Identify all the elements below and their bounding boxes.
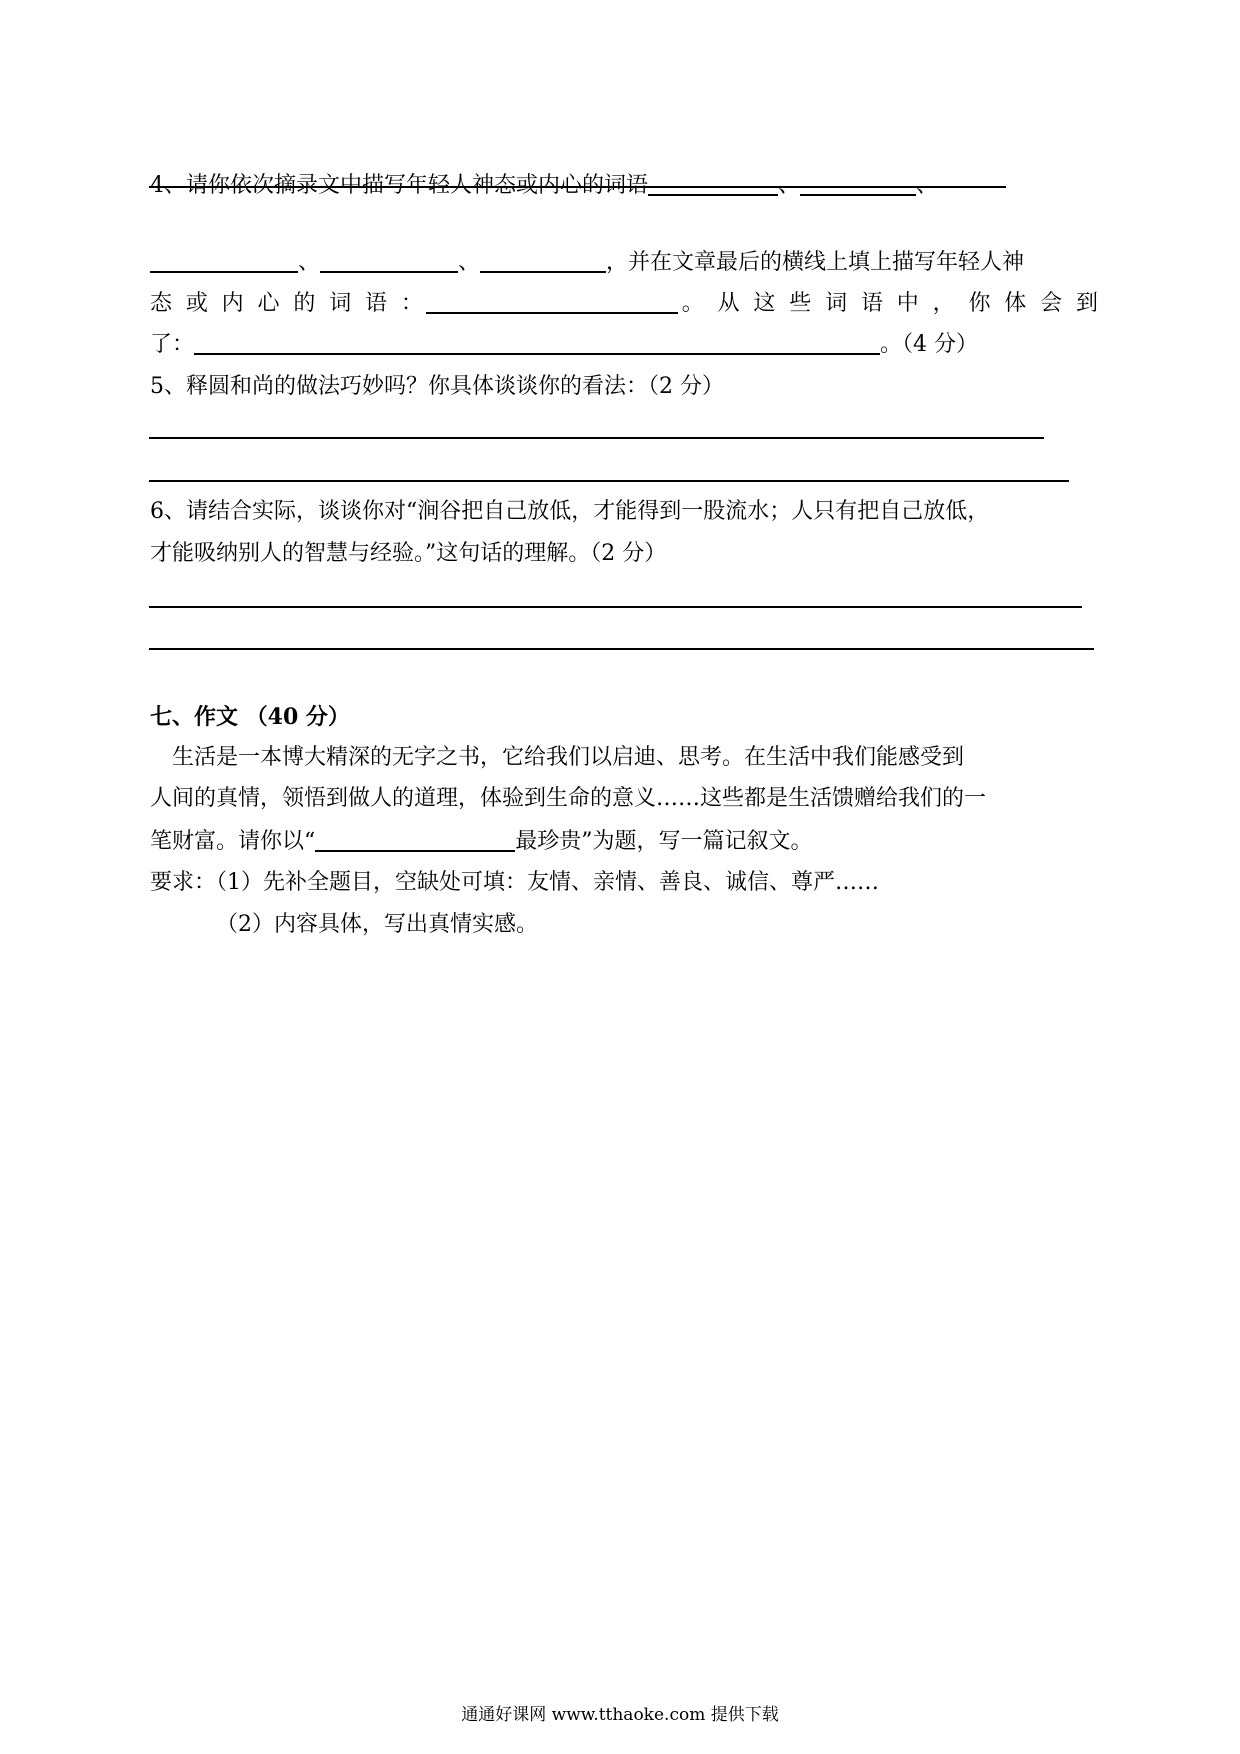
composition-requirement-1: 要求：（1）先补全题目，空缺处可填：友情、亲情、善良、诚信、尊严…… <box>150 870 879 895</box>
q4-blank-3[interactable] <box>150 247 298 273</box>
q4-blank-4[interactable] <box>320 247 458 273</box>
q5-answer-line-1[interactable] <box>149 437 1044 439</box>
composition-para-line-3: 笔财富。请你以“ 最珍贵”为题，写一篇记叙文。 <box>150 826 813 857</box>
q6-prompt-line-2: 才能吸纳别人的智慧与经验。”这句话的理解。（2 分） <box>150 541 667 566</box>
q4-blank-7[interactable] <box>194 329 880 355</box>
q4-blank-6[interactable] <box>426 288 678 314</box>
composition-title-blank[interactable] <box>315 826 515 852</box>
page-footer: 通通好课网 www.tthaoke.com 提供下载 <box>461 1705 779 1725</box>
q6-answer-line-2[interactable] <box>149 648 1094 650</box>
q6-answer-line-1[interactable] <box>149 606 1082 608</box>
q4-blank-1[interactable] <box>648 170 778 196</box>
q4-blank-5[interactable] <box>480 247 606 273</box>
composition-heading: 七、作文 （40 分） <box>150 704 350 730</box>
q6-prompt-line-1: 6、请结合实际，谈谈你对“涧谷把自己放低，才能得到一股流水；人只有把自己放低， <box>150 499 990 524</box>
q4-prompt: 4、请你依次摘录文中描写年轻人神态或内心的词语 <box>150 173 648 198</box>
q4-line-1: 4、请你依次摘录文中描写年轻人神态或内心的词语 、 、 <box>150 170 938 201</box>
q4-blank-2[interactable] <box>800 170 916 196</box>
q4-line-4: 了： 。（4 分） <box>150 329 978 360</box>
composition-requirement-2: （2）内容具体，写出真情实感。 <box>216 912 538 937</box>
q5-answer-line-2[interactable] <box>149 480 1069 482</box>
q4-line-3: 态 或 内 心 的 词 语 ： 。 从 这 些 词 语 中 ， 你 体 会 到 <box>150 288 1098 319</box>
q4-line-2: 、 、 ，并在文章最后的横线上填上描写年轻人神 <box>150 247 1024 278</box>
composition-para-line-1: 生活是一本博大精深的无字之书，它给我们以启迪、思考。在生活中我们能感受到 <box>172 745 965 770</box>
q5-prompt: 5、释圆和尚的做法巧妙吗？你具体谈谈你的看法：（2 分） <box>150 374 724 399</box>
composition-para-line-2: 人间的真情，领悟到做人的道理，体验到生命的意义……这些都是生活馈赠给我们的一 <box>150 786 987 811</box>
